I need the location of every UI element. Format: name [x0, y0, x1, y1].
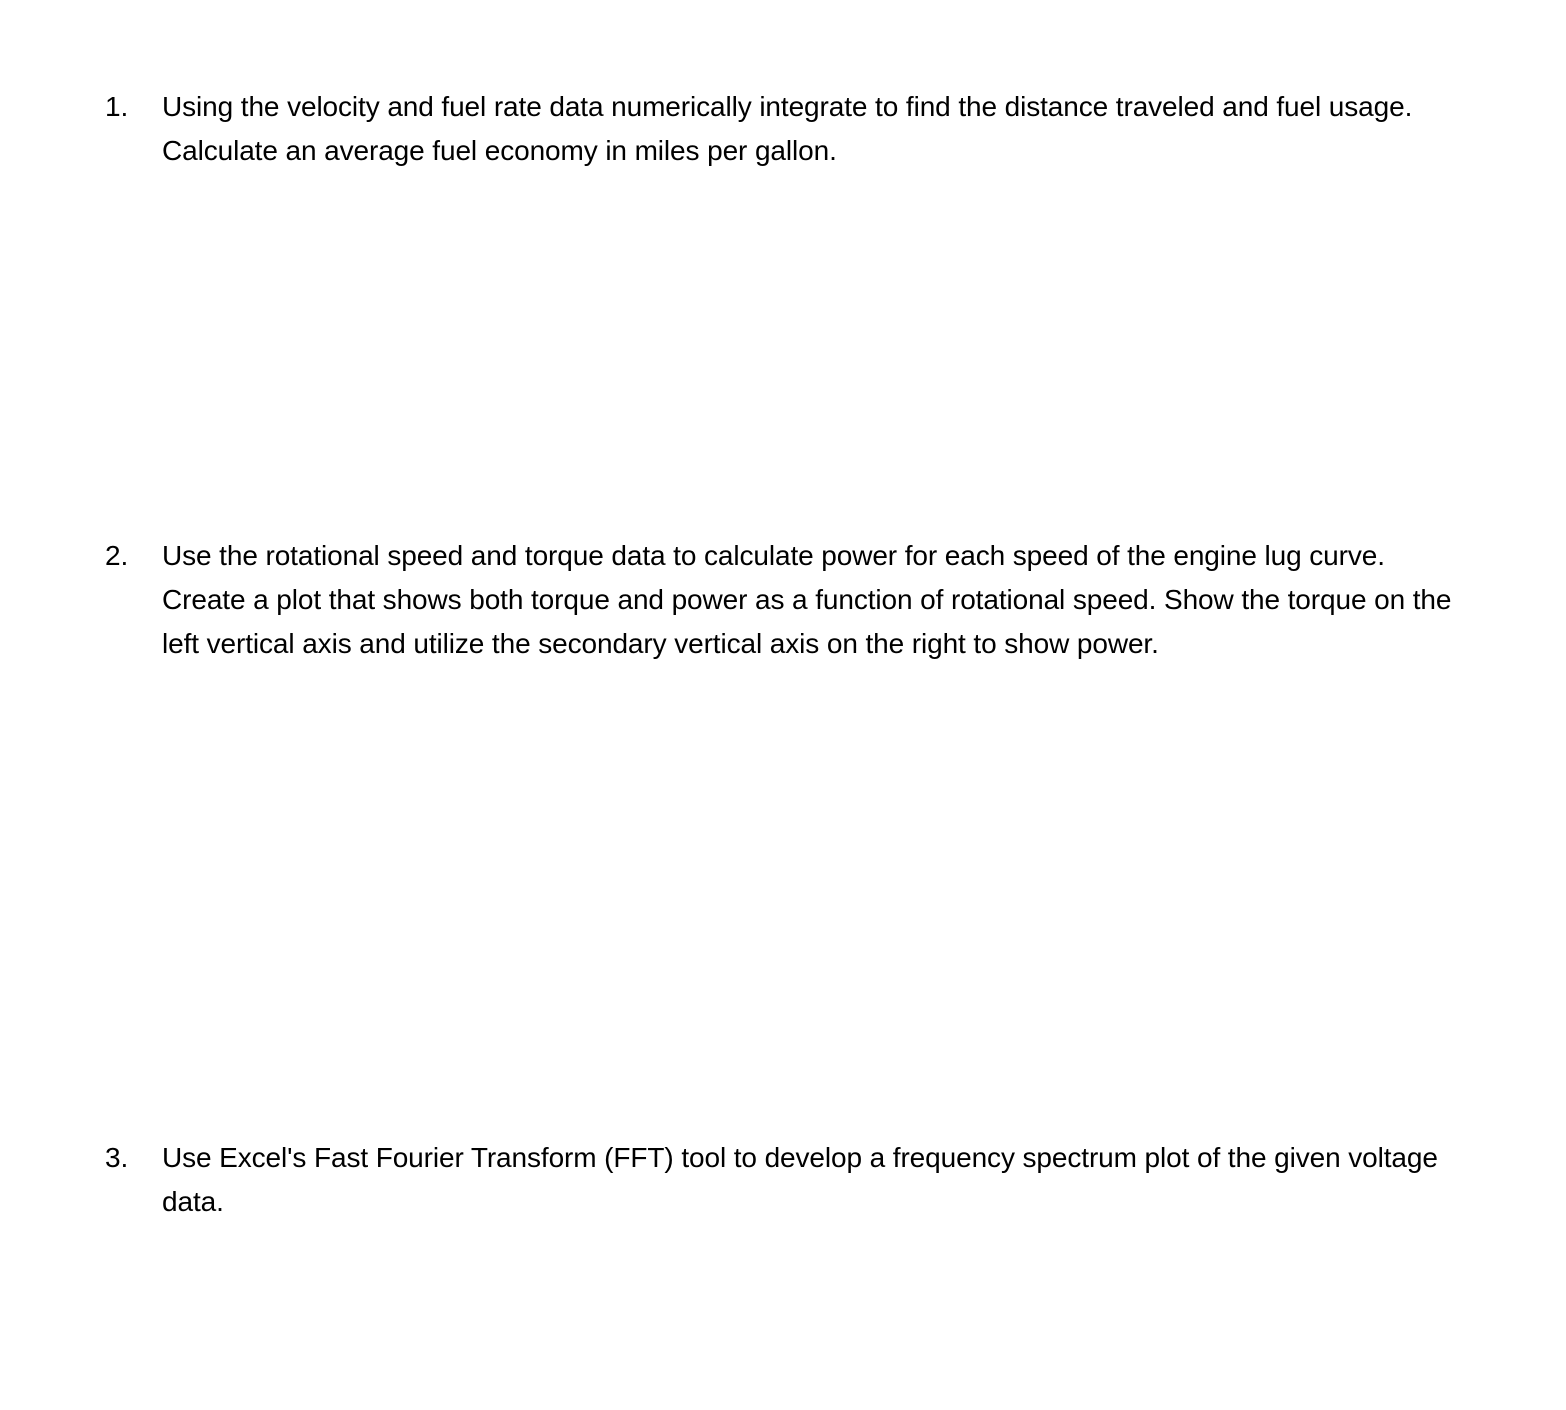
question-number: 2. [105, 540, 129, 571]
question-1 [105, 85, 1455, 173]
question-number: 1. [105, 91, 129, 122]
question-text: Use Excel's Fast Fourier Transform (FFT) tool to develop a frequency spectrum plot of the given voltage data. [162, 1142, 1438, 1217]
question-3 [105, 1136, 1455, 1224]
question-number: 3. [105, 1142, 129, 1173]
question-text: Use the rotational speed and torque data to calculate power for each speed of the engine lug curve. Create a plot that shows both torque and power as a function of rotational speed. Show the torque on the left vertical axis and utilize the secondary vertical axis on the right to show power. [162, 540, 1452, 659]
question-2 [105, 534, 1455, 666]
question-text: Using the velocity and fuel rate data numerically integrate to find the distance traveled and fuel usage. Calculate an average fuel economy in miles per gallon. [162, 91, 1413, 166]
